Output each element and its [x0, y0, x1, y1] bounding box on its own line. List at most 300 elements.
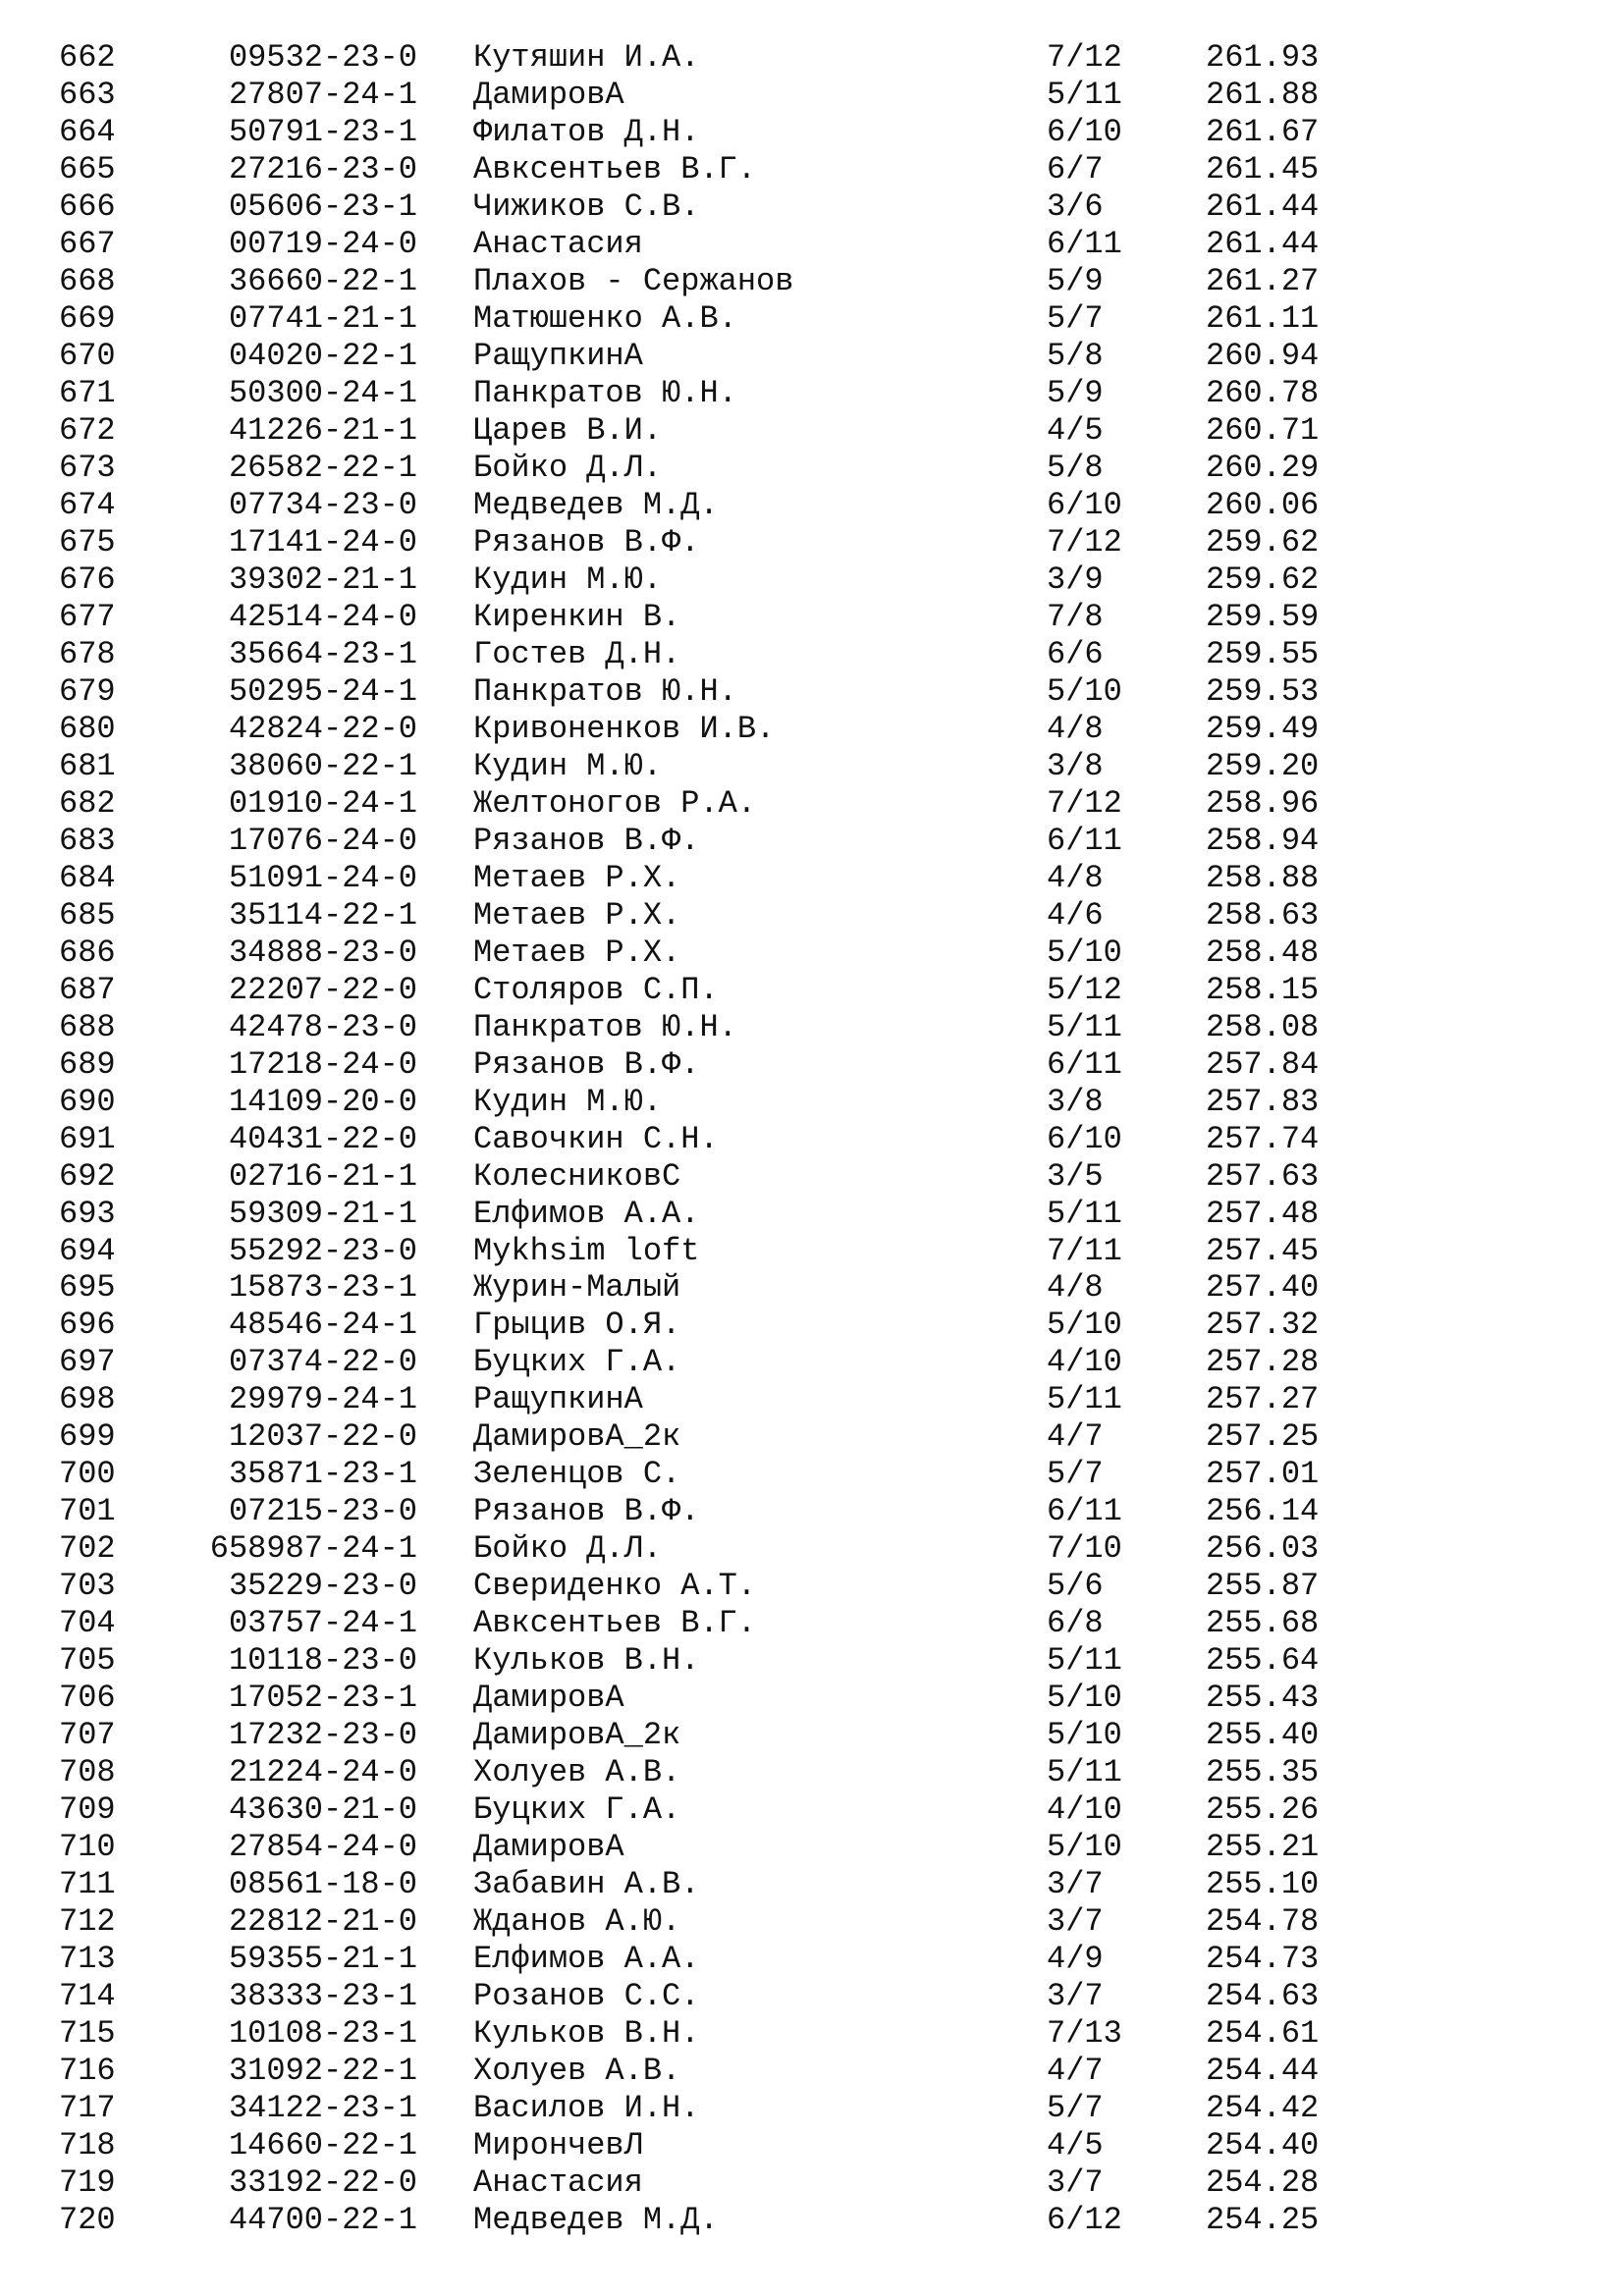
table-row	[0, 114, 1624, 151]
row-code: 27854-24-0	[228, 1829, 417, 1866]
row-fraction: 7/12	[1047, 523, 1122, 561]
row-value: 259.62	[1206, 561, 1320, 598]
table-row	[0, 188, 1624, 226]
table-row	[0, 2127, 1624, 2164]
row-name: Розанов С.С.	[473, 1978, 700, 2015]
row-fraction: 4/9	[1047, 1941, 1104, 1978]
table-row	[0, 1866, 1624, 1903]
row-number: 673	[59, 449, 116, 486]
row-code: 29979-24-1	[228, 1381, 417, 1418]
row-name: ДамировА	[473, 1829, 624, 1866]
table-row	[0, 2015, 1624, 2053]
row-number: 704	[59, 1605, 116, 1642]
results-table	[0, 39, 1624, 2239]
table-row	[0, 1307, 1624, 1344]
row-value: 255.35	[1206, 1754, 1320, 1791]
row-code: 43630-21-0	[228, 1791, 417, 1829]
row-number: 679	[59, 672, 116, 710]
row-number: 683	[59, 822, 116, 859]
row-code: 36660-22-1	[228, 262, 417, 299]
row-fraction: 6/7	[1047, 150, 1104, 187]
row-number: 674	[59, 486, 116, 523]
table-row	[0, 226, 1624, 263]
row-number: 702	[59, 1530, 116, 1568]
row-number: 715	[59, 2015, 116, 2053]
row-code: 35664-23-1	[228, 635, 417, 672]
row-name: Рязанов В.Ф.	[473, 523, 700, 561]
row-fraction: 5/10	[1047, 1829, 1122, 1866]
row-number: 711	[59, 1866, 116, 1903]
row-number: 698	[59, 1381, 116, 1418]
row-fraction: 5/7	[1047, 299, 1104, 337]
row-name: Mykhsim loft	[473, 1232, 700, 1269]
table-row	[0, 1456, 1624, 1493]
table-row	[0, 1269, 1624, 1307]
row-value: 255.87	[1206, 1568, 1320, 1605]
row-name: Кудин М.Ю.	[473, 1083, 663, 1120]
row-fraction: 5/7	[1047, 1456, 1104, 1493]
row-code: 14109-20-0	[228, 1083, 417, 1120]
table-row	[0, 1941, 1624, 1978]
row-fraction: 5/9	[1047, 374, 1104, 411]
row-name: Бойко Д.Л.	[473, 1530, 663, 1568]
row-fraction: 4/7	[1047, 1418, 1104, 1456]
row-name: Кульков В.Н.	[473, 2015, 700, 2053]
row-name: ДамировА_2к	[473, 1717, 681, 1754]
row-name: Медведев М.Д.	[473, 486, 719, 523]
row-name: Царев В.И.	[473, 411, 663, 449]
table-row	[0, 2202, 1624, 2239]
table-row	[0, 338, 1624, 375]
table-row	[0, 1381, 1624, 1418]
row-code: 42478-23-0	[228, 1008, 417, 1045]
row-value: 258.48	[1206, 934, 1320, 971]
row-name: Рязанов В.Ф.	[473, 822, 700, 859]
row-value: 257.48	[1206, 1195, 1320, 1232]
row-fraction: 6/11	[1047, 225, 1122, 262]
row-name: Авксентьев В.Г.	[473, 150, 757, 187]
row-code: 55292-23-0	[228, 1232, 417, 1269]
row-fraction: 5/8	[1047, 449, 1104, 486]
row-value: 257.45	[1206, 1232, 1320, 1269]
row-name: ДамировА	[473, 76, 624, 113]
row-value: 256.03	[1206, 1530, 1320, 1568]
row-number: 713	[59, 1941, 116, 1978]
row-value: 258.15	[1206, 971, 1320, 1008]
row-name: РащупкинА	[473, 337, 643, 374]
row-name: Киренкин В.	[473, 598, 681, 635]
row-code: 12037-22-0	[228, 1418, 417, 1456]
row-fraction: 3/9	[1047, 561, 1104, 598]
row-name: Желтоногов Р.А.	[473, 784, 757, 822]
row-value: 257.28	[1206, 1344, 1320, 1381]
row-name: РащупкинА	[473, 1381, 643, 1418]
row-value: 260.71	[1206, 411, 1320, 449]
row-value: 259.55	[1206, 635, 1320, 672]
row-code: 26582-22-1	[228, 449, 417, 486]
row-name: Анастасия	[473, 225, 643, 262]
row-number: 688	[59, 1008, 116, 1045]
table-row	[0, 263, 1624, 300]
row-name: Метаев Р.Х.	[473, 859, 681, 896]
row-name: Филатов Д.Н.	[473, 113, 700, 150]
row-fraction: 5/12	[1047, 971, 1122, 1008]
row-name: Метаев Р.Х.	[473, 934, 681, 971]
row-value: 255.26	[1206, 1791, 1320, 1829]
row-fraction: 5/10	[1047, 1717, 1122, 1754]
row-code: 50295-24-1	[228, 672, 417, 710]
row-code: 59355-21-1	[228, 1941, 417, 1978]
row-name: Медведев М.Д.	[473, 2202, 719, 2239]
row-code: 59309-21-1	[228, 1195, 417, 1232]
row-code: 15873-23-1	[228, 1269, 417, 1307]
row-fraction: 4/8	[1047, 710, 1104, 747]
row-fraction: 4/5	[1047, 2127, 1104, 2164]
row-value: 257.63	[1206, 1157, 1320, 1195]
row-fraction: 5/10	[1047, 1307, 1122, 1344]
row-number: 696	[59, 1307, 116, 1344]
row-value: 258.94	[1206, 822, 1320, 859]
table-row	[0, 412, 1624, 450]
row-number: 699	[59, 1418, 116, 1456]
table-row	[0, 1680, 1624, 1717]
row-number: 687	[59, 971, 116, 1008]
row-fraction: 5/6	[1047, 1568, 1104, 1605]
row-code: 34888-23-0	[228, 934, 417, 971]
row-number: 694	[59, 1232, 116, 1269]
row-value: 261.88	[1206, 76, 1320, 113]
row-name: Жданов А.Ю.	[473, 1903, 681, 1941]
row-number: 689	[59, 1045, 116, 1083]
table-row	[0, 860, 1624, 897]
table-row	[0, 524, 1624, 561]
row-code: 42514-24-0	[228, 598, 417, 635]
table-row	[0, 1717, 1624, 1754]
table-row	[0, 1754, 1624, 1791]
row-value: 259.62	[1206, 523, 1320, 561]
table-row	[0, 1791, 1624, 1829]
row-number: 701	[59, 1493, 116, 1530]
row-fraction: 6/10	[1047, 486, 1122, 523]
row-fraction: 6/12	[1047, 2202, 1122, 2239]
row-fraction: 4/8	[1047, 1269, 1104, 1307]
row-fraction: 3/8	[1047, 1083, 1104, 1120]
row-value: 255.64	[1206, 1642, 1320, 1680]
row-fraction: 5/11	[1047, 1642, 1122, 1680]
row-fraction: 5/11	[1047, 1754, 1122, 1791]
row-value: 254.63	[1206, 1978, 1320, 2015]
table-row	[0, 1009, 1624, 1046]
table-row	[0, 1121, 1624, 1158]
row-fraction: 4/7	[1047, 2053, 1104, 2090]
row-fraction: 3/7	[1047, 1978, 1104, 2015]
table-row	[0, 1903, 1624, 1941]
row-fraction: 3/5	[1047, 1157, 1104, 1195]
row-code: 08561-18-0	[228, 1866, 417, 1903]
row-code: 05606-23-1	[228, 187, 417, 225]
row-fraction: 5/7	[1047, 2090, 1104, 2127]
row-name: Елфимов А.А.	[473, 1195, 700, 1232]
table-row	[0, 711, 1624, 748]
row-name: Гостев Д.Н.	[473, 635, 681, 672]
row-fraction: 3/6	[1047, 187, 1104, 225]
row-code: 14660-22-1	[228, 2127, 417, 2164]
row-code: 27216-23-0	[228, 150, 417, 187]
table-row	[0, 785, 1624, 823]
row-number: 707	[59, 1717, 116, 1754]
table-row	[0, 636, 1624, 673]
row-value: 259.20	[1206, 747, 1320, 784]
row-name: Буцких Г.А.	[473, 1344, 681, 1381]
row-number: 676	[59, 561, 116, 598]
row-code: 51091-24-0	[228, 859, 417, 896]
row-name: Панкратов Ю.Н.	[473, 374, 737, 411]
row-name: Свериденко А.Т.	[473, 1568, 757, 1605]
row-code: 09532-23-0	[228, 39, 417, 76]
row-fraction: 5/10	[1047, 934, 1122, 971]
row-number: 685	[59, 896, 116, 934]
row-value: 259.59	[1206, 598, 1320, 635]
row-code: 34122-23-1	[228, 2090, 417, 2127]
row-value: 261.27	[1206, 262, 1320, 299]
row-value: 260.06	[1206, 486, 1320, 523]
row-number: 664	[59, 113, 116, 150]
table-row	[0, 599, 1624, 636]
table-row	[0, 1196, 1624, 1233]
row-fraction: 6/11	[1047, 822, 1122, 859]
row-fraction: 5/9	[1047, 262, 1104, 299]
row-value: 261.93	[1206, 39, 1320, 76]
table-row	[0, 561, 1624, 599]
row-value: 258.63	[1206, 896, 1320, 934]
row-value: 259.49	[1206, 710, 1320, 747]
row-number: 684	[59, 859, 116, 896]
row-code: 17232-23-0	[228, 1717, 417, 1754]
row-value: 257.27	[1206, 1381, 1320, 1418]
row-fraction: 7/12	[1047, 39, 1122, 76]
row-number: 668	[59, 262, 116, 299]
row-name: Чижиков С.В.	[473, 187, 700, 225]
row-number: 680	[59, 710, 116, 747]
row-number: 665	[59, 150, 116, 187]
row-value: 255.43	[1206, 1680, 1320, 1717]
row-name: ДамировА_2к	[473, 1418, 681, 1456]
row-value: 254.25	[1206, 2202, 1320, 2239]
row-fraction: 6/10	[1047, 113, 1122, 150]
row-fraction: 7/12	[1047, 784, 1122, 822]
row-code: 39302-21-1	[228, 561, 417, 598]
row-code: 41226-21-1	[228, 411, 417, 449]
row-code: 17052-23-1	[228, 1680, 417, 1717]
table-row	[0, 1158, 1624, 1196]
table-row	[0, 2053, 1624, 2090]
row-value: 256.14	[1206, 1493, 1320, 1530]
row-fraction: 5/10	[1047, 672, 1122, 710]
row-name: Кривоненков И.В.	[473, 710, 776, 747]
row-code: 35871-23-1	[228, 1456, 417, 1493]
row-name: Панкратов Ю.Н.	[473, 1008, 737, 1045]
row-value: 261.44	[1206, 225, 1320, 262]
row-number: 703	[59, 1568, 116, 1605]
row-name: Бойко Д.Л.	[473, 449, 663, 486]
row-number: 675	[59, 523, 116, 561]
row-fraction: 3/7	[1047, 2164, 1104, 2202]
row-name: Кутяшин И.А.	[473, 39, 700, 76]
row-value: 254.42	[1206, 2090, 1320, 2127]
row-value: 261.45	[1206, 150, 1320, 187]
row-code: 27807-24-1	[228, 76, 417, 113]
table-row	[0, 1084, 1624, 1121]
row-code: 10118-23-0	[228, 1642, 417, 1680]
row-fraction: 5/10	[1047, 1680, 1122, 1717]
table-row	[0, 972, 1624, 1009]
row-code: 17076-24-0	[228, 822, 417, 859]
row-name: Савочкин С.Н.	[473, 1120, 719, 1157]
row-name: Анастасия	[473, 2164, 643, 2202]
row-value: 257.84	[1206, 1045, 1320, 1083]
row-fraction: 5/11	[1047, 1381, 1122, 1418]
row-number: 663	[59, 76, 116, 113]
row-number: 691	[59, 1120, 116, 1157]
row-fraction: 4/10	[1047, 1791, 1122, 1829]
row-number: 678	[59, 635, 116, 672]
row-name: Холуев А.В.	[473, 1754, 681, 1791]
row-code: 35114-22-1	[228, 896, 417, 934]
table-row	[0, 1418, 1624, 1456]
row-code: 01910-24-1	[228, 784, 417, 822]
row-value: 260.29	[1206, 449, 1320, 486]
row-name: Матюшенко А.В.	[473, 299, 737, 337]
row-number: 672	[59, 411, 116, 449]
row-number: 700	[59, 1456, 116, 1493]
row-name: Буцких Г.А.	[473, 1791, 681, 1829]
row-name: Грыцив О.Я.	[473, 1307, 681, 1344]
row-number: 669	[59, 299, 116, 337]
table-row	[0, 1493, 1624, 1530]
row-value: 254.78	[1206, 1903, 1320, 1941]
row-number: 718	[59, 2127, 116, 2164]
row-number: 719	[59, 2164, 116, 2202]
row-value: 260.94	[1206, 337, 1320, 374]
row-value: 259.53	[1206, 672, 1320, 710]
row-number: 695	[59, 1269, 116, 1307]
row-number: 682	[59, 784, 116, 822]
table-row	[0, 897, 1624, 934]
row-name: Журин-Малый	[473, 1269, 681, 1307]
row-code: 50791-23-1	[228, 113, 417, 150]
row-number: 690	[59, 1083, 116, 1120]
row-number: 717	[59, 2090, 116, 2127]
row-value: 261.11	[1206, 299, 1320, 337]
row-fraction: 4/10	[1047, 1344, 1122, 1381]
row-code: 07374-22-0	[228, 1344, 417, 1381]
row-code: 21224-24-0	[228, 1754, 417, 1791]
row-name: Василов И.Н.	[473, 2090, 700, 2127]
row-code: 44700-22-1	[228, 2202, 417, 2239]
row-fraction: 4/6	[1047, 896, 1104, 934]
row-number: 681	[59, 747, 116, 784]
row-code: 22812-21-0	[228, 1903, 417, 1941]
row-value: 254.40	[1206, 2127, 1320, 2164]
row-code: 658987-24-1	[209, 1530, 417, 1568]
table-row	[0, 748, 1624, 785]
row-name: КолесниковС	[473, 1157, 681, 1195]
row-value: 257.74	[1206, 1120, 1320, 1157]
row-code: 07215-23-0	[228, 1493, 417, 1530]
table-row	[0, 300, 1624, 338]
table-row	[0, 1642, 1624, 1680]
row-fraction: 7/13	[1047, 2015, 1122, 2053]
row-value: 255.68	[1206, 1605, 1320, 1642]
row-number: 671	[59, 374, 116, 411]
row-value: 254.28	[1206, 2164, 1320, 2202]
row-value: 254.44	[1206, 2053, 1320, 2090]
row-code: 38333-23-1	[228, 1978, 417, 2015]
row-number: 670	[59, 337, 116, 374]
row-code: 40431-22-0	[228, 1120, 417, 1157]
row-number: 662	[59, 39, 116, 76]
row-number: 720	[59, 2202, 116, 2239]
table-row	[0, 1530, 1624, 1568]
row-fraction: 7/8	[1047, 598, 1104, 635]
row-name: ДамировА	[473, 1680, 624, 1717]
row-code: 31092-22-1	[228, 2053, 417, 2090]
row-code: 02716-21-1	[228, 1157, 417, 1195]
row-fraction: 4/5	[1047, 411, 1104, 449]
row-code: 17218-24-0	[228, 1045, 417, 1083]
row-code: 33192-22-0	[228, 2164, 417, 2202]
row-number: 677	[59, 598, 116, 635]
row-number: 708	[59, 1754, 116, 1791]
row-number: 716	[59, 2053, 116, 2090]
row-fraction: 5/11	[1047, 1008, 1122, 1045]
row-code: 17141-24-0	[228, 523, 417, 561]
table-row	[0, 2164, 1624, 2202]
table-row	[0, 934, 1624, 972]
row-name: Столяров С.П.	[473, 971, 719, 1008]
row-code: 22207-22-0	[228, 971, 417, 1008]
table-row	[0, 1233, 1624, 1270]
row-code: 00719-24-0	[228, 225, 417, 262]
table-row	[0, 1829, 1624, 1866]
row-code: 50300-24-1	[228, 374, 417, 411]
table-row	[0, 450, 1624, 487]
row-name: Рязанов В.Ф.	[473, 1493, 700, 1530]
row-fraction: 6/8	[1047, 1605, 1104, 1642]
table-row	[0, 1046, 1624, 1084]
row-name: Плахов - Сержанов	[473, 262, 794, 299]
row-value: 258.96	[1206, 784, 1320, 822]
row-number: 667	[59, 225, 116, 262]
row-name: Панкратов Ю.Н.	[473, 672, 737, 710]
row-name: Авксентьев В.Г.	[473, 1605, 757, 1642]
row-fraction: 6/10	[1047, 1120, 1122, 1157]
row-code: 07741-21-1	[228, 299, 417, 337]
row-value: 257.32	[1206, 1307, 1320, 1344]
table-row	[0, 77, 1624, 114]
row-name: Зеленцов С.	[473, 1456, 681, 1493]
row-fraction: 6/11	[1047, 1045, 1122, 1083]
row-name: МирончевЛ	[473, 2127, 643, 2164]
row-name: Кудин М.Ю.	[473, 561, 663, 598]
table-row	[0, 1978, 1624, 2015]
row-code: 03757-24-1	[228, 1605, 417, 1642]
row-fraction: 5/11	[1047, 76, 1122, 113]
row-value: 257.01	[1206, 1456, 1320, 1493]
row-code: 07734-23-0	[228, 486, 417, 523]
row-value: 258.88	[1206, 859, 1320, 896]
row-fraction: 7/11	[1047, 1232, 1122, 1269]
